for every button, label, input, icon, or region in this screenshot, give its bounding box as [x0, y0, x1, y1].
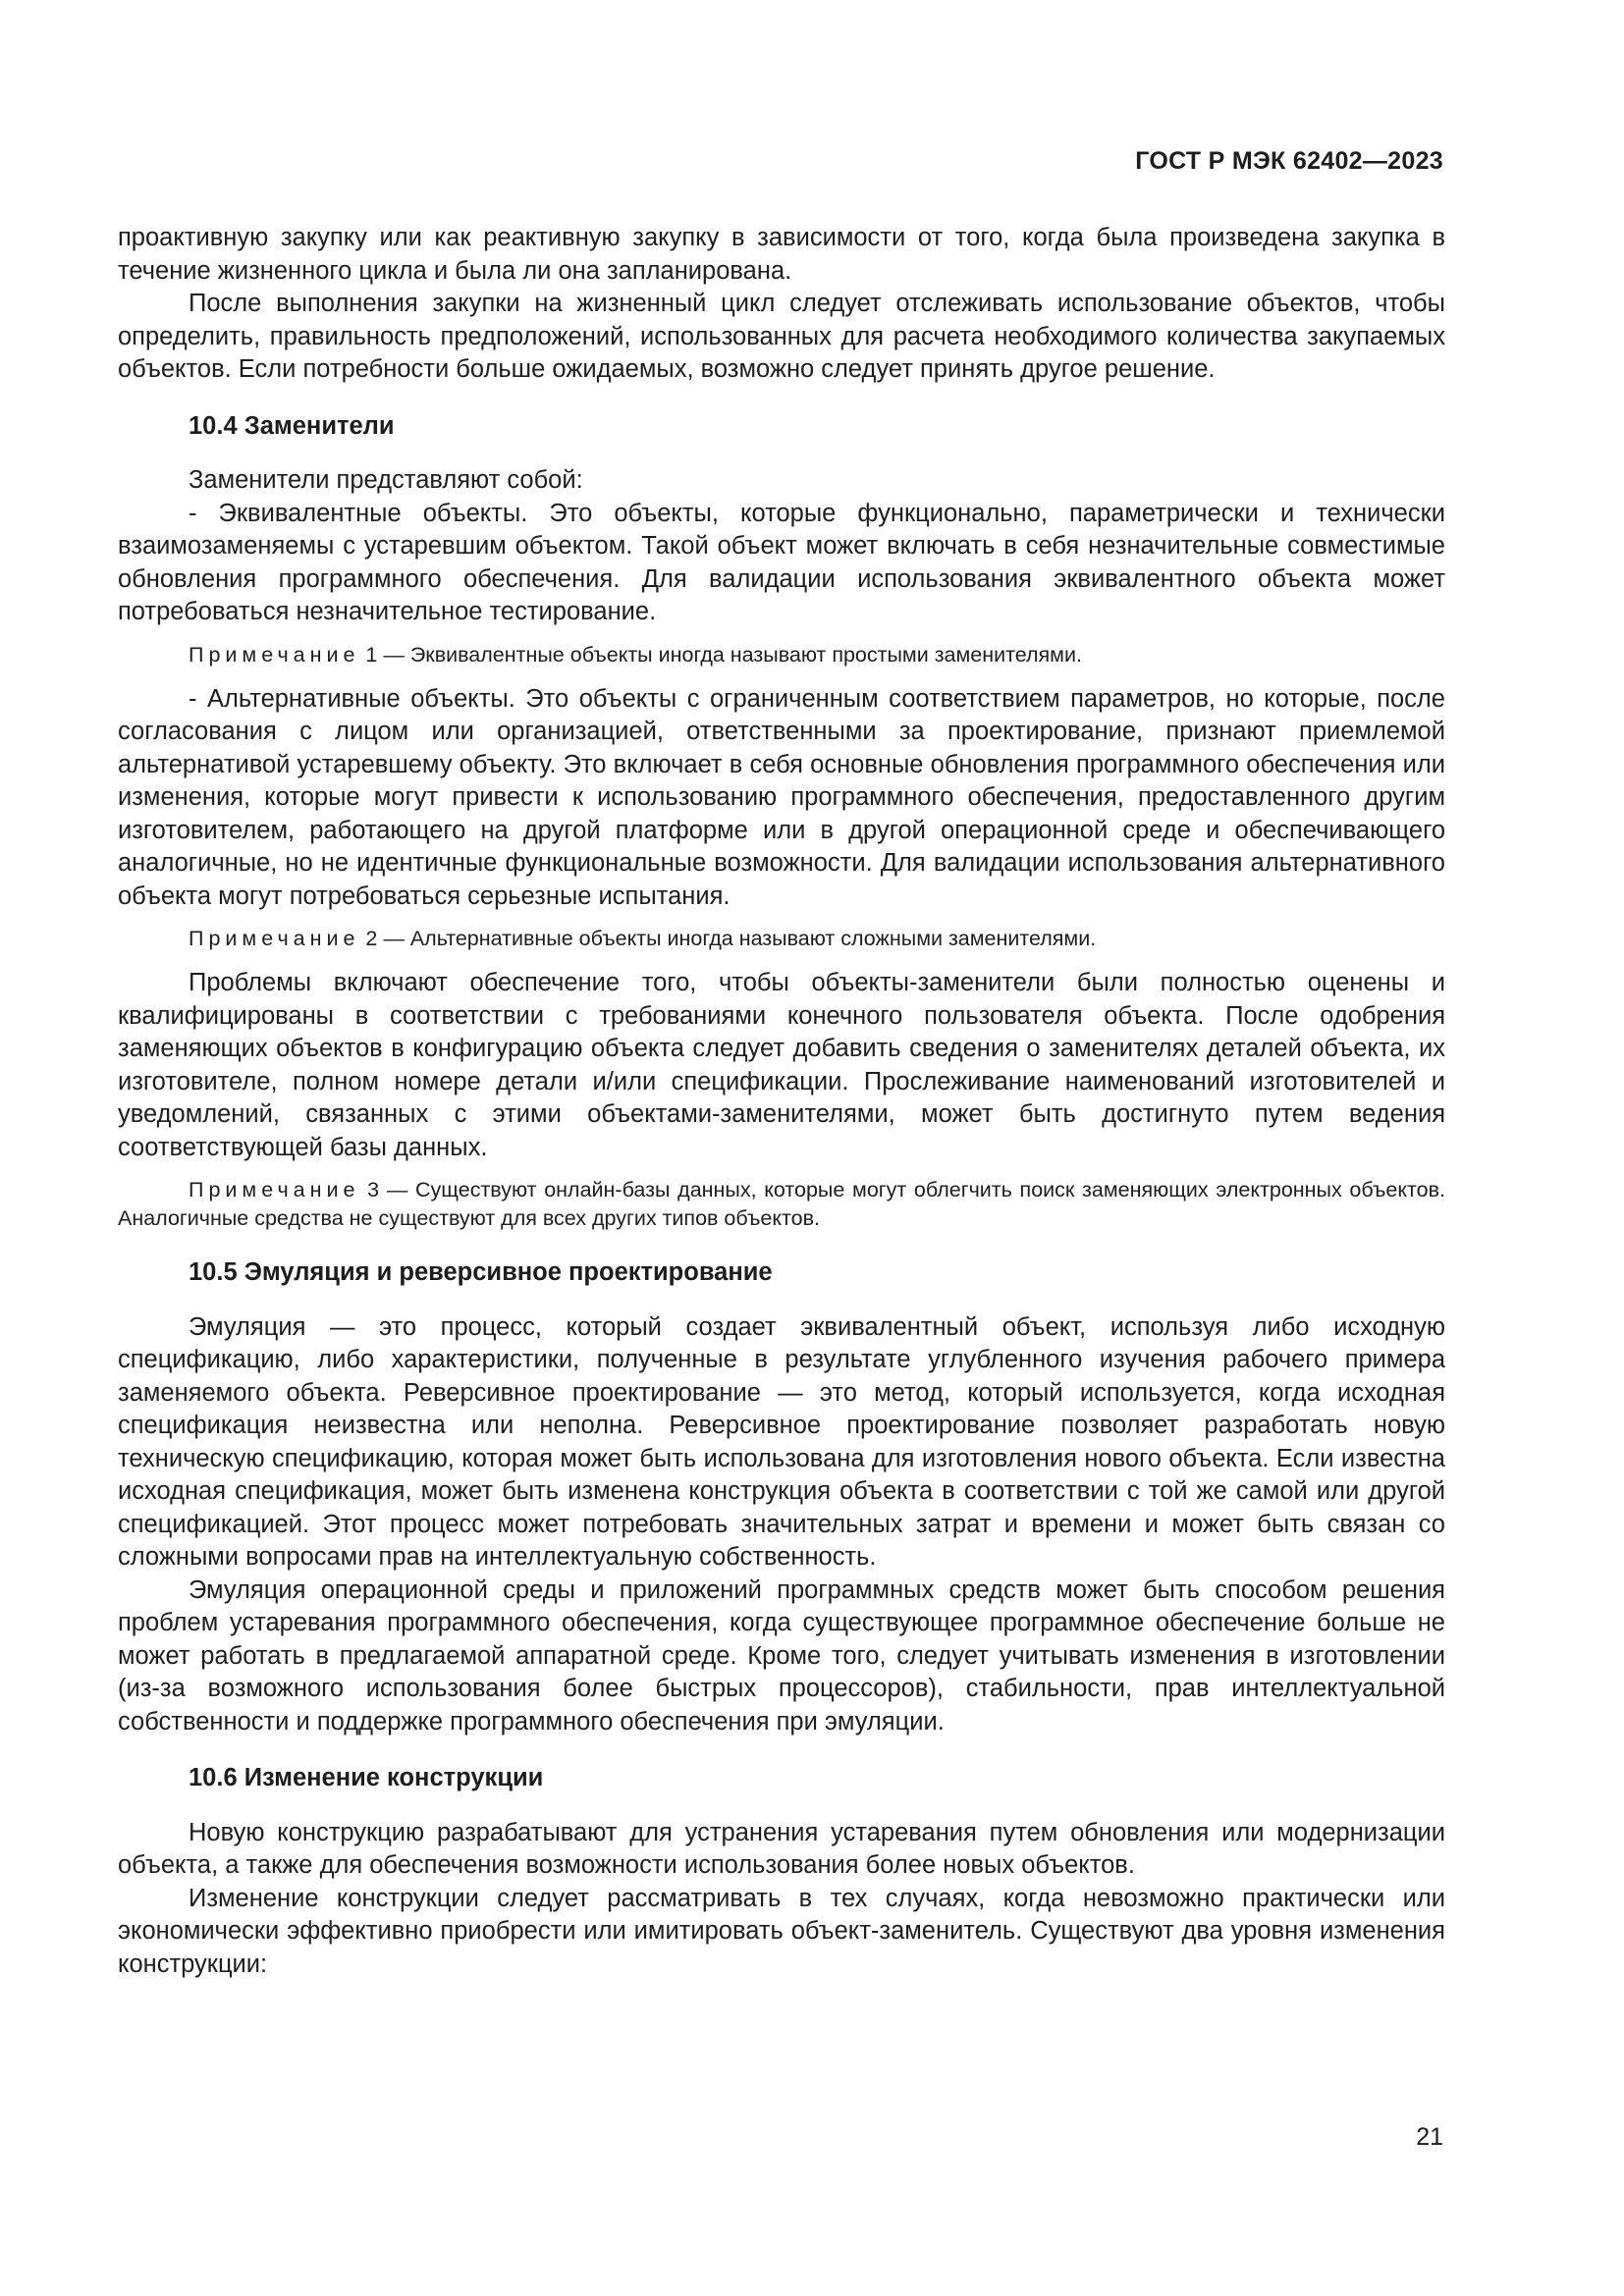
- note-2-text: 2 — Альтернативные объекты иногда называют сложными заменителями.: [359, 927, 1097, 950]
- document-body: [118, 222, 1445, 1981]
- paragraph-continuation: проактивную закупку или как реактивную закупку в зависимости от того, когда была произведена закупка в течение жизненного цикла и была ли она запланирована.: [118, 224, 1445, 285]
- paragraph-substitutes-intro: Заменители представляют собой:: [189, 466, 583, 494]
- paragraph-emulation-os: Эмуляция операционной среды и приложений программных средств может быть способом решения проблем устаревания программного обеспечения, когда существующее программное обеспечение больше не может работать в предлагаемой аппаратной среде. Кроме того, следует учитывать изменения в изготовлении (из-за возможного использования более быстрых процессоров), стабильности, прав интеллектуальной собственности и поддержке программного обеспечения при эмуляции.: [118, 1575, 1445, 1735]
- paragraph-after-purchase: После выполнения закупки на жизненный цикл следует отслеживать использование объектов, чтобы определить, правильность предположений, использованных для расчета необходимого количества закупаемых объектов. Если потребности больше ожидаемых, возможно следует принять другое решение.: [118, 290, 1445, 383]
- section-heading-10-5: 10.5 Эмуляция и реверсивное проектирование: [189, 1258, 773, 1286]
- document-code-header: ГОСТ Р МЭК 62402—2023: [1135, 147, 1443, 175]
- note-2-label: Примечание: [189, 927, 360, 950]
- paragraph-design-change-levels: Изменение конструкции следует рассматривать в тех случаях, когда невозможно практически или экономически эффективно приобрести или имитировать объект-заменитель. Существуют два уровня изменения конструкции:: [118, 1884, 1445, 1978]
- paragraph-new-design: Новую конструкцию разрабатывают для устранения устаревания путем обновления или модернизации объекта, а также для обеспечения возможности использования более новых объектов.: [118, 1818, 1445, 1879]
- paragraph-emulation-definition: Эмуляция — это процесс, который создает эквивалентный объект, используя либо исходную спецификацию, либо характеристики, полученные в результате углубленного изучения рабочего примера заменяемого объекта. Реверсивное проектирование — это метод, который используется, когда исходная спецификация неизвестна или неполна. Реверсивное проектирование позволяет разработать новую техническую спецификацию, которая может быть использована для изготовления нового объекта. Если известна исходная спецификация, может быть изменена конструкция объекта в соответствии с той же самой или другой спецификацией. Этот процесс может потребовать значительных затрат и времени и может быть связан со сложными вопросами прав на интеллектуальную собственность.: [118, 1312, 1445, 1571]
- note-3-label: Примечание: [189, 1178, 360, 1201]
- note-2: [118, 925, 1445, 953]
- section-heading-10-4: 10.4 Заменители: [189, 411, 395, 440]
- section-heading-10-6: 10.6 Изменение конструкции: [189, 1764, 544, 1791]
- note-3: [118, 1176, 1445, 1233]
- note-1: [118, 641, 1445, 669]
- note-3-text: 3 — Существуют онлайн-базы данных, которые могут облегчить поиск заменяющих электронных объектов. Аналогичные средства не существуют для всех других типов объектов.: [118, 1178, 1445, 1230]
- page-number: 21: [1416, 2123, 1443, 2151]
- note-1-text: 1 — Эквивалентные объекты иногда называют простыми заменителями.: [359, 642, 1082, 667]
- paragraph-problems: Проблемы включают обеспечение того, чтобы объекты-заменители были полностью оценены и квалифицированы в соответствии с требованиями конечного пользователя объекта. После одобрения заменяющих объектов в конфигурацию объекта следует добавить сведения о заменителях деталей объекта, их изготовителе, полном номере детали и/или спецификации. Прослеживание наименований изготовителей и уведомлений, связанных с этими объектами-заменителями, может быть достигнуто путем ведения соответствующей базы данных.: [118, 969, 1445, 1161]
- list-item-alternative-objects: - Альтернативные объекты. Это объекты с ограниченным соответствием параметров, но которые, после согласования с лицом или организацией, ответственными за проектирование, признают приемлемой альтернативой устаревшему объекту. Это включает в себя основные обновления программного обеспечения или изменения, которые могут привести к использованию программного обеспечения, предоставленного другим изготовителем, работающего на другой платформе или в другой операционной среде и обеспечивающего аналогичные, но не идентичные функциональные возможности. Для валидации использования альтернативного объекта могут потребоваться серьезные испытания.: [118, 684, 1445, 910]
- list-item-equivalent-objects: - Эквивалентные объекты. Это объекты, которые функционально, параметрически и технически взаимозаменяемы с устаревшим объектом. Такой объект может включать в себя незначительные совместимые обновления программного обеспечения. Для валидации использования эквивалентного объекта может потребоваться незначительное тестирование.: [118, 499, 1445, 625]
- note-1-label: Примечание: [189, 642, 360, 667]
